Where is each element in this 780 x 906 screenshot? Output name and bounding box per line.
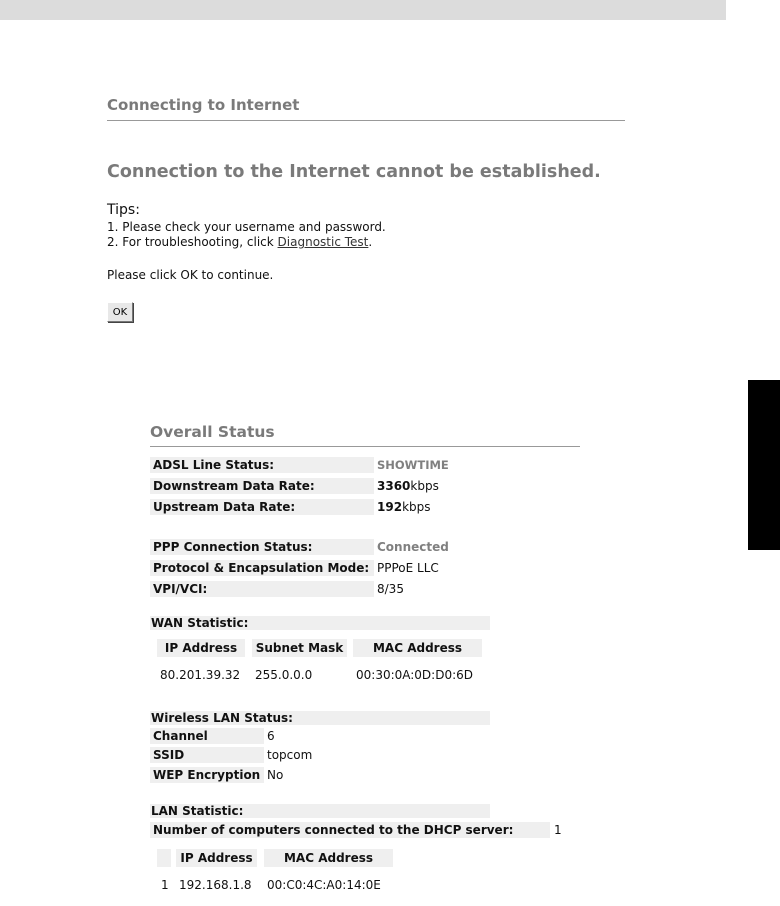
connection-error-heading: Connection to the Internet cannot be established. <box>107 162 601 182</box>
vpi-vci-value: 8/35 <box>377 582 404 596</box>
wlan-channel-value: 6 <box>267 729 275 743</box>
lan-col-ip-address: IP Address <box>176 849 257 867</box>
wan-ip-address: 80.201.39.32 <box>160 668 241 682</box>
vpi-vci-label: VPI/VCI: <box>150 581 374 597</box>
wan-col-subnet-mask: Subnet Mask <box>252 639 347 657</box>
diagnostic-test-link[interactable]: Diagnostic Test <box>277 235 369 249</box>
ok-button[interactable]: OK <box>107 302 133 322</box>
downstream-rate-label: Downstream Data Rate: <box>150 478 374 494</box>
downstream-rate-value <box>377 478 439 494</box>
upstream-rate-unit: kbps <box>402 500 431 514</box>
tip-troubleshooting <box>107 235 372 249</box>
wlan-wep-value: No <box>267 768 284 782</box>
wan-col-ip-address: IP Address <box>157 639 245 657</box>
downstream-rate-unit: kbps <box>410 479 439 493</box>
tip-troubleshooting-text: 2. For troubleshooting, click <box>107 235 278 249</box>
adsl-line-status-value: SHOWTIME <box>377 458 449 472</box>
upstream-rate-label: Upstream Data Rate: <box>150 499 374 515</box>
lan-statistic-header: LAN Statistic: <box>150 804 490 818</box>
top-bar <box>0 0 726 20</box>
lan-ip-address: 192.168.1.8 <box>179 878 252 892</box>
lan-col-index <box>157 849 171 867</box>
continue-instruction: Please click OK to continue. <box>107 268 274 282</box>
tip-period: . <box>368 235 373 249</box>
wlan-ssid-label: SSID <box>150 747 264 763</box>
protocol-mode-label: Protocol & Encapsulation Mode: <box>150 560 374 576</box>
dhcp-clients-label: Number of computers connected to the DHCP server: <box>150 822 550 838</box>
downstream-rate-number: 3360 <box>377 479 411 493</box>
overall-status-divider <box>150 446 580 447</box>
upstream-rate-number: 192 <box>377 500 403 514</box>
connecting-title: Connecting to Internet <box>107 96 300 114</box>
wan-col-mac-address: MAC Address <box>353 639 482 657</box>
lan-mac-address: 00:C0:4C:A0:14:0E <box>267 878 381 892</box>
wlan-wep-label: WEP Encryption <box>150 767 264 783</box>
upstream-rate-value <box>377 499 431 515</box>
overall-status-title: Overall Status <box>150 423 275 441</box>
tip-check-credentials: 1. Please check your username and password. <box>107 220 386 234</box>
wlan-ssid-value: topcom <box>267 748 313 762</box>
adsl-line-status-label: ADSL Line Status: <box>150 457 374 473</box>
wan-mac-address: 00:30:0A:0D:D0:6D <box>356 668 474 682</box>
ppp-status-label: PPP Connection Status: <box>150 539 374 555</box>
side-tab-marker <box>748 380 780 550</box>
lan-row-index: 1 <box>161 878 169 892</box>
tips-label: Tips: <box>107 202 140 218</box>
dhcp-clients-value: 1 <box>554 823 562 837</box>
protocol-mode-value: PPPoE LLC <box>377 561 439 575</box>
wan-subnet-mask: 255.0.0.0 <box>255 668 313 682</box>
wlan-channel-label: Channel <box>150 728 264 744</box>
connecting-divider <box>107 120 625 121</box>
ppp-status-value: Connected <box>377 540 449 554</box>
wan-statistic-header: WAN Statistic: <box>150 616 490 630</box>
lan-col-mac-address: MAC Address <box>264 849 393 867</box>
wlan-status-header: Wireless LAN Status: <box>150 711 490 725</box>
